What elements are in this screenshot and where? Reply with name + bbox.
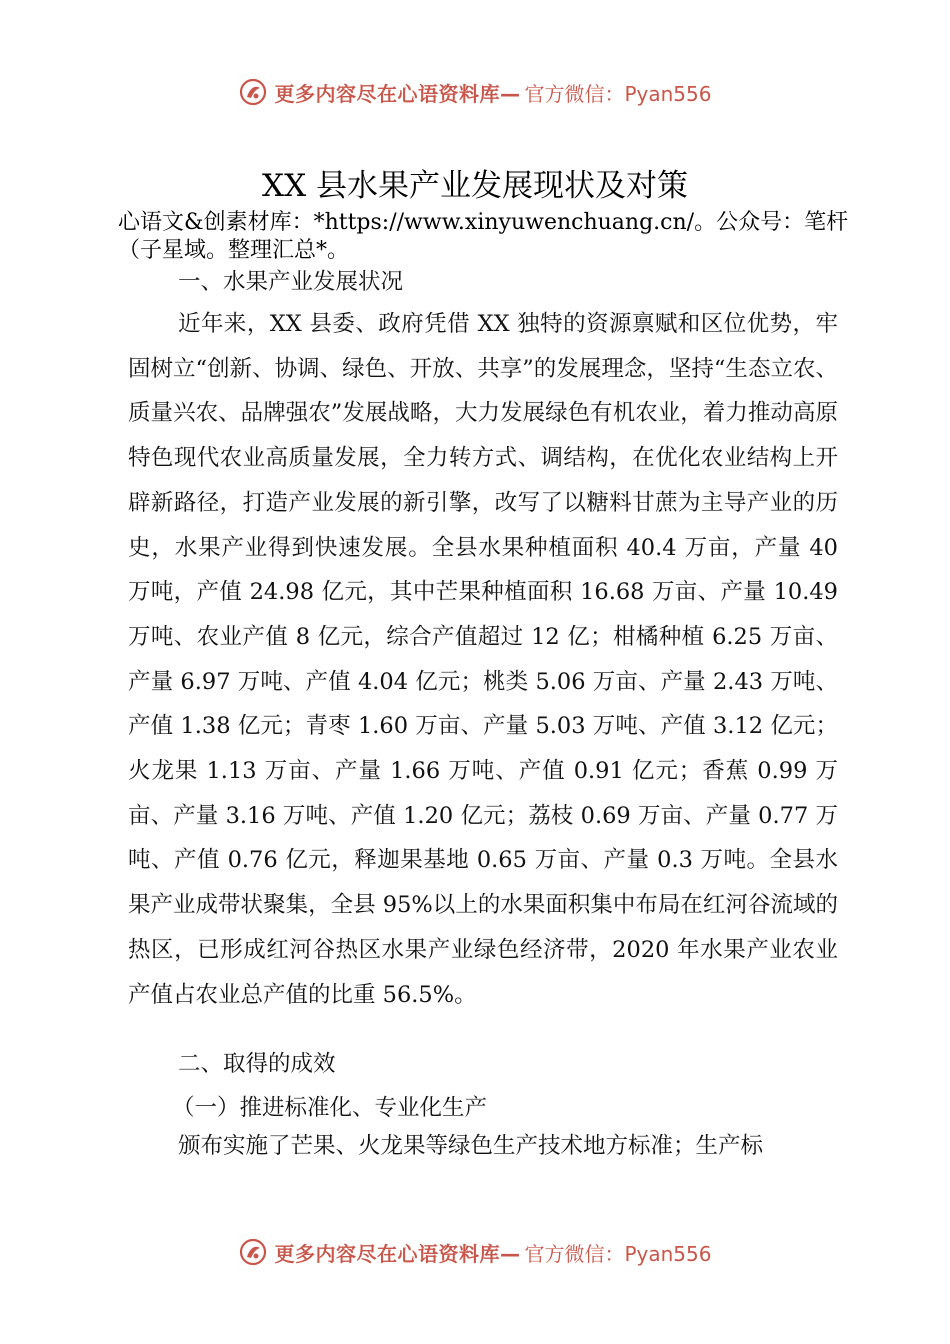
top-banner: [0, 72, 950, 112]
subsection1-heading: （一）推进标准化、专业化生产: [172, 1095, 488, 1121]
section2-heading: 二、取得的成效: [178, 1051, 336, 1077]
bottom-banner: [0, 1232, 950, 1272]
banner-wechat: 官方微信：Pyan556: [524, 81, 712, 106]
source-note: 心语文&创素材库：*https://www.xinyuwenchuang.cn/。公众号：笔杆（子星域。整理汇总*。: [118, 210, 849, 263]
banner-wechat: 官方微信：Pyan556: [524, 1241, 712, 1266]
subsection1-paragraph: 颁布实施了芒果、火龙果等绿色生产技术地方标准；生产标: [178, 1133, 764, 1159]
section1-heading: 一、水果产业发展状况: [178, 269, 404, 295]
document-title: XX 县水果产业发展现状及对策: [262, 168, 688, 204]
brand-logo-icon: [238, 77, 268, 107]
banner-text: 更多内容尽在心语资料库—: [274, 81, 521, 106]
banner-text: 更多内容尽在心语资料库—: [274, 1241, 521, 1266]
brand-logo-icon: [238, 1237, 268, 1267]
section1-paragraph: 近年来，XX 县委、政府凭借 XX 独特的资源禀赋和区位优势，牢固树立“创新、协调、绿色、开放、共享”的发展理念，坚持“生态立农、质量兴农、品牌强农”发展战略，大力发展绿色有机农业，着力推动高原特色现代农业高质量发展，全力转方式、调结构，在优化农业结构上开辟新路径，打造产业发展的新引擎，改写了以糖料甘蔗为主导产业的历史，水果产业得到快速发展。全县水果种植面积 40.4 万亩，产量 40 万吨，产值 24.98 亿元，其中芒果种植面积 16.68 万亩、产量 10.49 万吨、农业产值 8 亿元，综合产值超过 12 亿；柑橘种植 6.25 万亩、产量 6.97 万吨、产值 4.04 亿元；桃类 5.06 万亩、产量 2.43 万吨、产值 1.38 亿元；青枣 1.60 万亩、产量 5.03 万吨、产值 3.12 亿元；火龙果 1.13 万亩、产量 1.66 万吨、产值 0.91 亿元；香蕉 0.99 万亩、产量 3.16 万吨、产值 1.20 亿元；荔枝 0.69 万亩、产量 0.77 万吨、产值 0.76 亿元，释迦果基地 0.65 万亩、产量 0.3 万吨。全县水果产业成带状聚集，全县 95%以上的水果面积集中布局在红河谷流域的热区，已形成红河谷热区水果产业绿色经济带，2020 年水果产业农业产值占农业总产值的比重 56.5%。: [128, 311, 838, 1008]
